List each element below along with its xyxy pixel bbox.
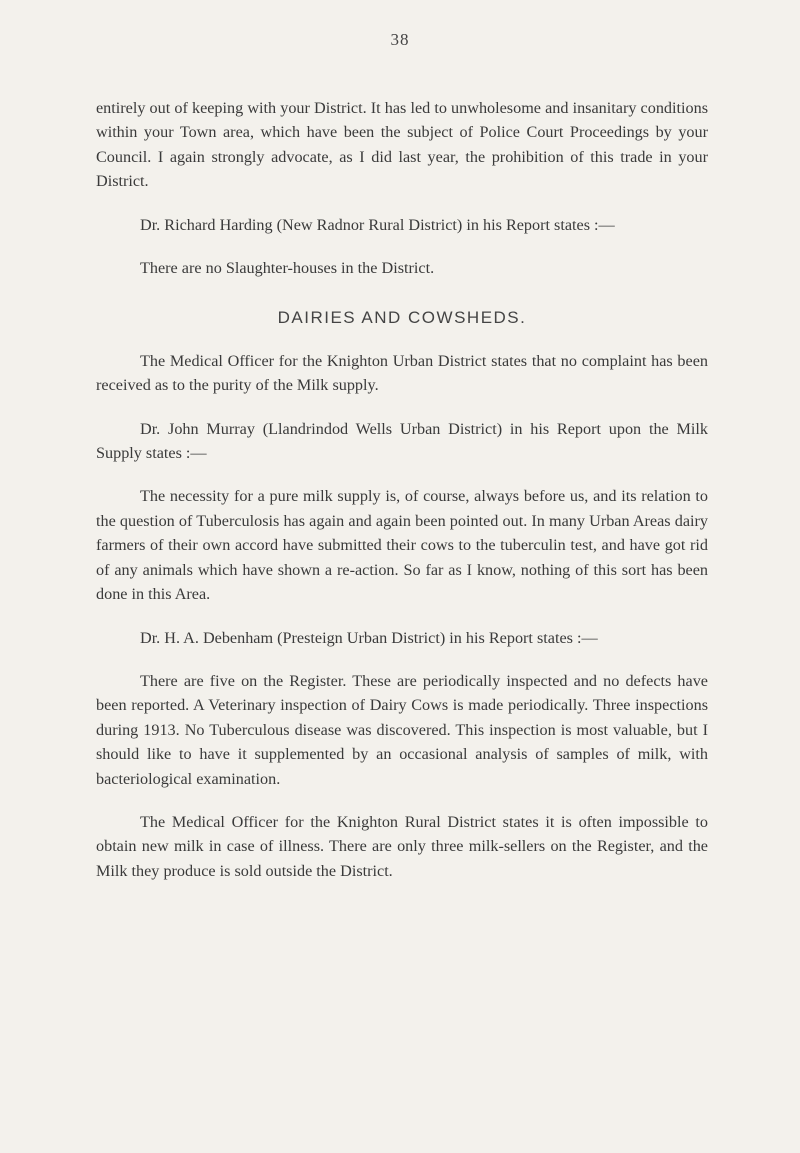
page-number: 38 — [390, 30, 410, 49]
paragraph-trade-prohibition: entirely out of keeping with your District. It has led to unwholesome and insanitary conditions within your Town area, which have been the subject of Police Court Proceedings by your Council. I again strongly advocate, as I did last year, the prohibition of this trade in your District. — [96, 99, 708, 191]
paragraph-slaughter-houses: There are no Slaughter-houses in the District. — [140, 259, 435, 278]
paragraph-register-inspections: There are five on the Register. These are periodically inspected and no defects have been reported. A Veterinary inspection of Dairy Cows is made periodically. Three inspections during 1913. No Tuberculous disease was discovered. This inspection is most valuable, but I should like to have it supplemented by an occasional analysis of samples of milk, with bacteriological examination. — [96, 671, 708, 788]
page-body — [96, 96, 708, 883]
paragraph-debenham-report: Dr. H. A. Debenham (Presteign Urban District) in his Report states :— — [140, 628, 598, 647]
section-heading-dairies: DAIRIES AND COWSHEDS. — [277, 308, 527, 328]
paragraph-murray-report: Dr. John Murray (Llandrindod Wells Urban District) in his Report upon the Milk Supply states :— — [96, 419, 708, 463]
paragraph-knighton-urban: The Medical Officer for the Knighton Urban District states that no complaint has been received as to the purity of the Milk supply. — [96, 351, 708, 395]
paragraph-milk-necessity: The necessity for a pure milk supply is, of course, always before us, and its relation to the question of Tuberculosis has again and again been pointed out. In many Urban Areas dairy farmers of their own accord have submitted their cows to the tuberculin test, and have got rid of any animals which have shown a re-action. So far as I know, nothing of this sort has been done in this Area. — [96, 487, 708, 604]
paragraph-knighton-rural: The Medical Officer for the Knighton Rural District states it is often impossible to obtain new milk in case of illness. There are only three milk-sellers on the Register, and the Milk they produce is sold outside the District. — [96, 812, 708, 880]
paragraph-harding-report: Dr. Richard Harding (New Radnor Rural District) in his Report states :— — [140, 215, 615, 234]
